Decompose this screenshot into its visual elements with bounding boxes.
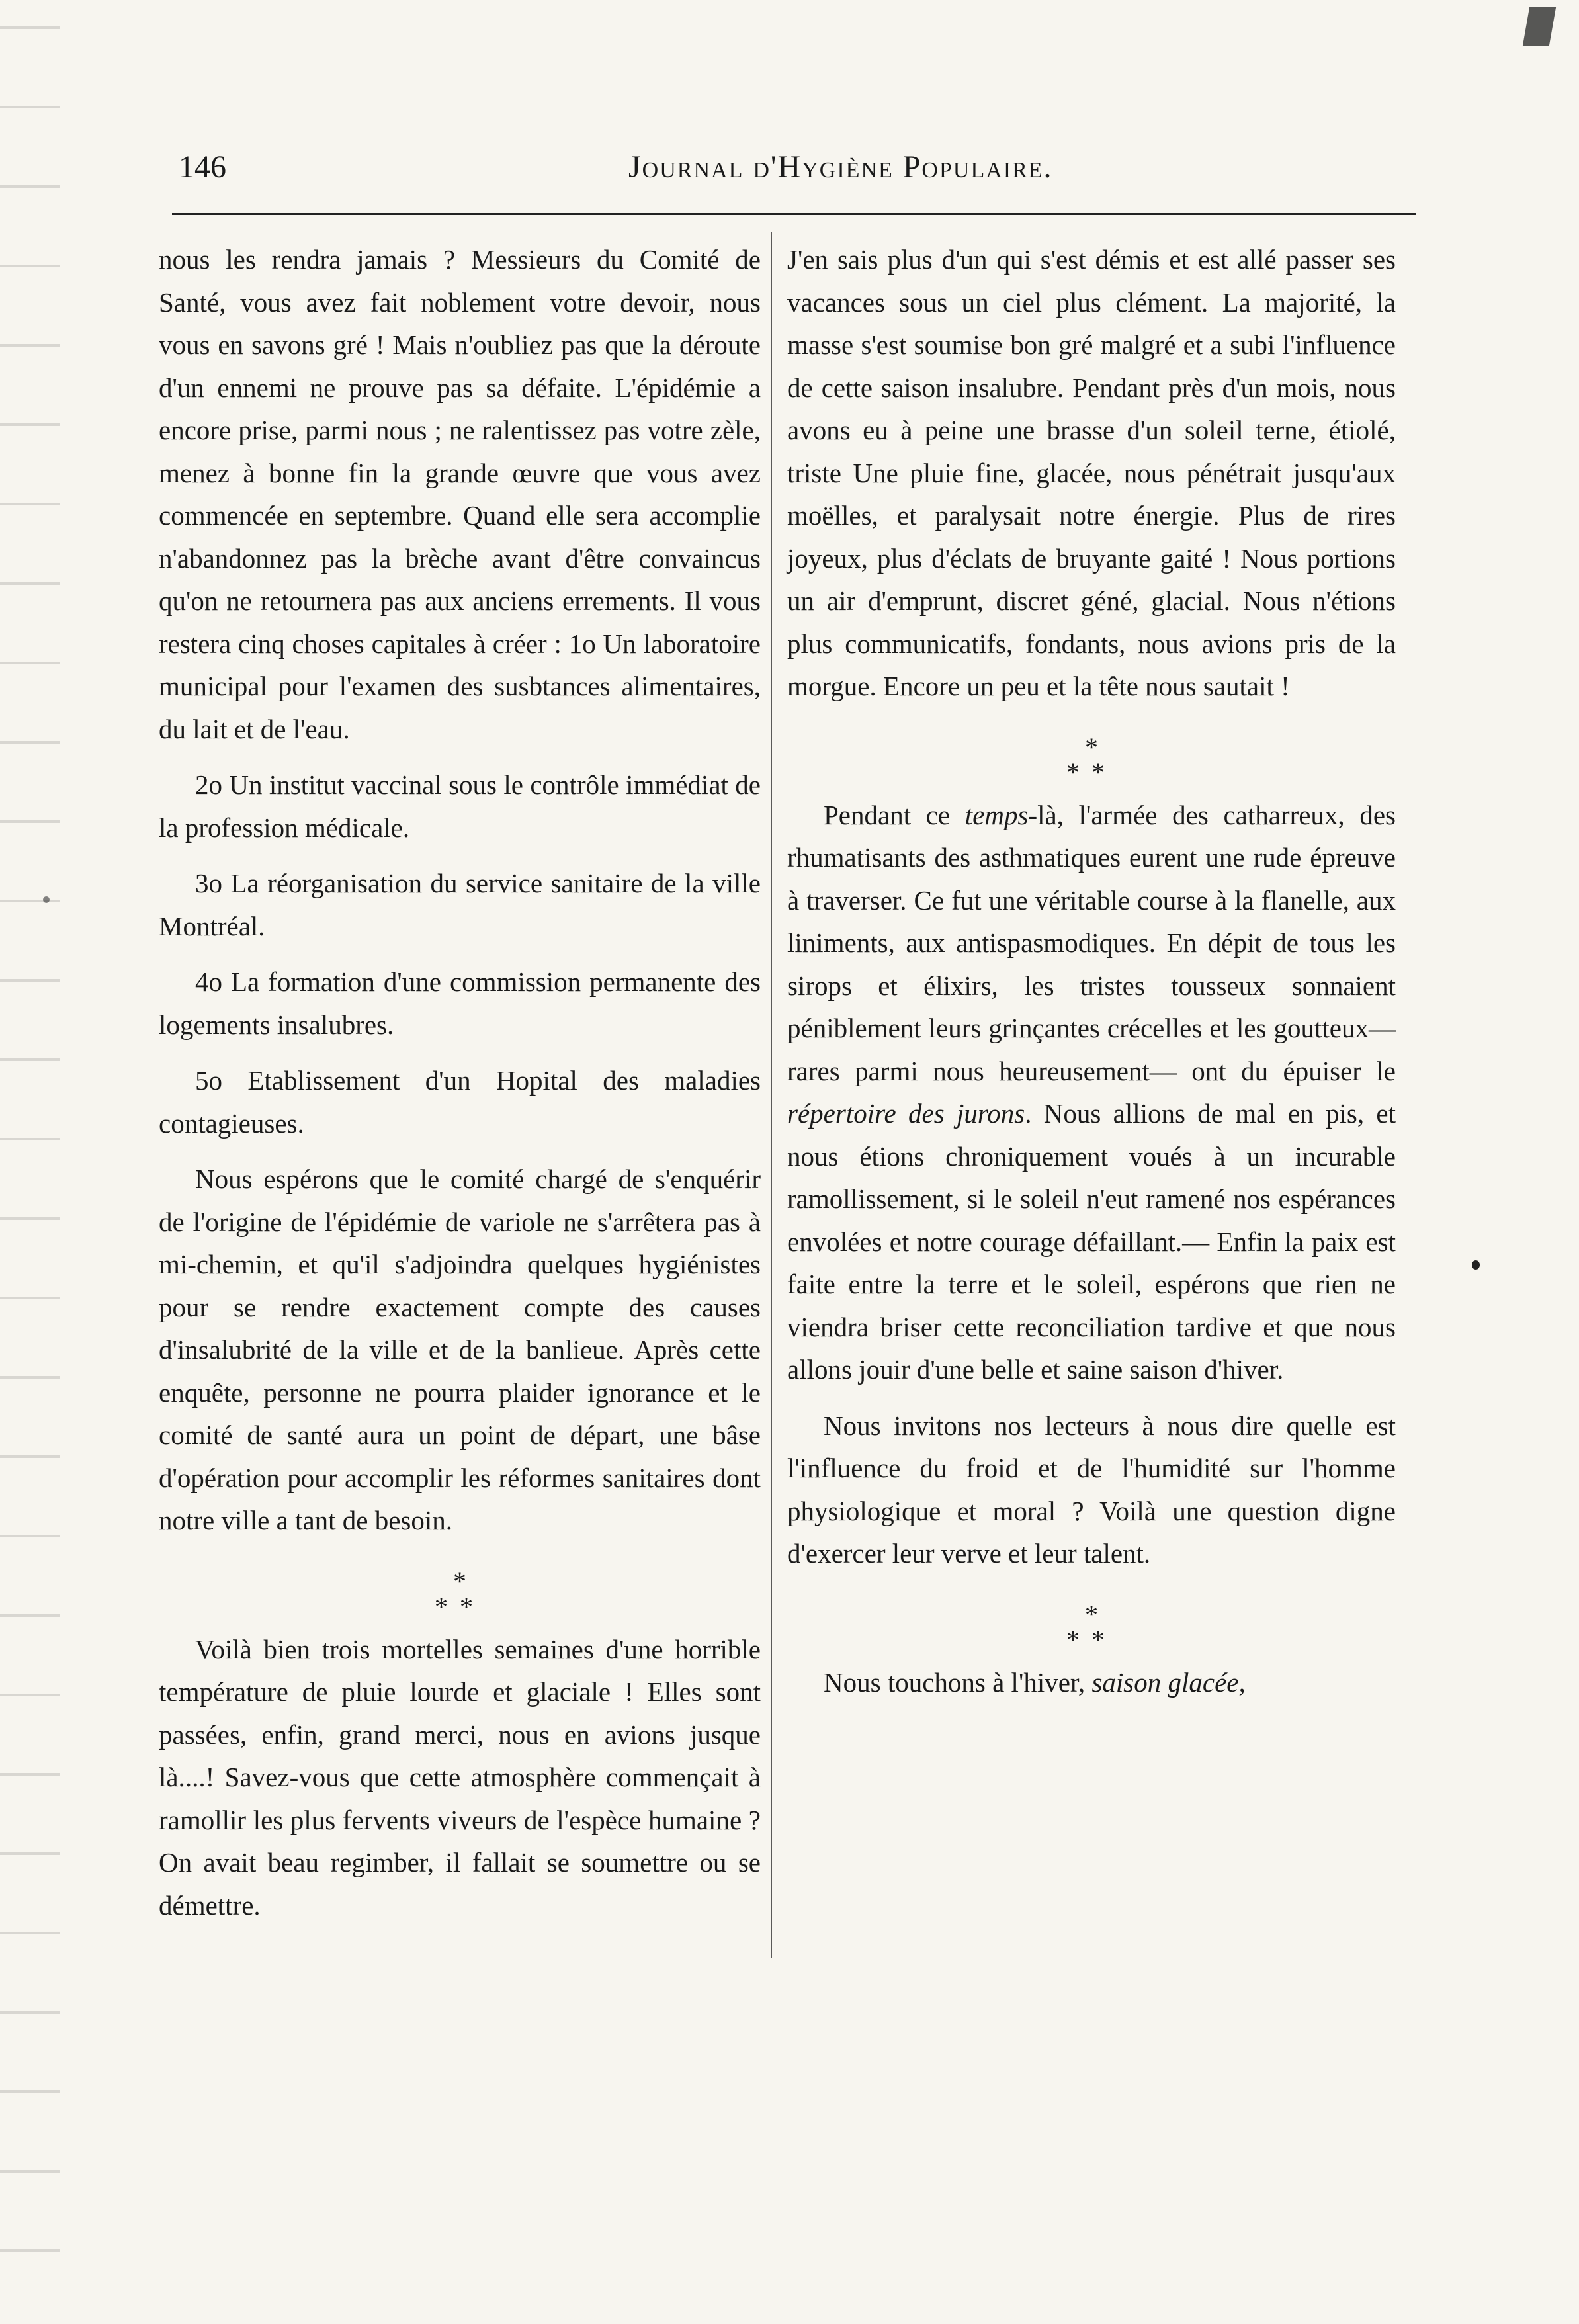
page-number: 146: [179, 150, 226, 185]
ink-dot: [43, 896, 50, 903]
header-rule: [172, 213, 1416, 215]
paragraph: 4o La formation d'une commission permanente des logements insalubres.: [159, 967, 761, 1040]
asterism-bottom: **: [435, 1591, 485, 1621]
binding-edge-marks: [0, 0, 60, 2324]
text-run: Pendant ce: [824, 799, 965, 830]
text-run: -là, l'armée des catharreux, des rhumatisants des asthmatiques eurent une rude épreuve à traverser. Ce fut une véritable course à la flanelle, aux liniments, aux antispasmodiques. En dépit de tous les sirops et élixirs, les tristes tousseux sonnaient péniblement leurs grinçantes crécelles et les goutteux—rares parmi nous heureusement— ont du épuiser le: [787, 799, 1396, 1086]
asterism-bottom: **: [1066, 757, 1117, 787]
right-column: [787, 238, 1396, 1717]
paragraph: 3o La réorganisation du service sanitaire de la ville Montréal.: [159, 868, 761, 941]
asterism-top: *: [453, 1566, 466, 1596]
column-divider: [771, 232, 772, 1958]
left-column: [159, 238, 761, 1940]
paragraph: 5o Etablissement d'un Hopital des maladies contagieuses.: [159, 1065, 761, 1139]
asterism-bottom: **: [1066, 1624, 1117, 1655]
corner-ink-mark: [1523, 7, 1557, 46]
text-run: Nous touchons à l'hiver,: [824, 1666, 1092, 1698]
paragraph: Nous espérons que le comité chargé de s'enquérir de l'origine de l'épidémie de variole ne s'arrêtera pas à mi-chemin, et qu'il s'adjoindra quelques hygiénistes pour se rendre exactement compte des causes d'insalubrité de la ville et de la banlieue. Après cette enquête, personne ne pourra plaider ignorance et le comité de santé aura un point de départ, une bâse d'opération pour accomplir les réformes sanitaires dont notre ville a tant de besoin.: [159, 1164, 761, 1535]
section-asterism: [159, 1555, 761, 1628]
running-title: Journal d'Hygiène Populaire.: [628, 150, 1053, 185]
italic-text: saison glacée,: [1091, 1666, 1246, 1698]
page-header: [179, 149, 1131, 195]
asterism-top: *: [1085, 732, 1098, 762]
ink-dot: [1472, 1260, 1480, 1270]
italic-text: temps: [964, 799, 1029, 830]
paragraph: [787, 794, 1396, 1391]
paragraph: Nous invitons nos lecteurs à nous dire quelle est l'influence du froid et de l'humidité sur l'homme physiologique et moral ? Voilà une question digne d'exercer leur verve et leur talent.: [787, 1410, 1396, 1569]
section-asterism: [787, 1588, 1396, 1661]
section-asterism: [787, 721, 1396, 794]
paragraph: J'en sais plus d'un qui s'est démis et est allé passer ses vacances sous un ciel plus clément. La majorité, la masse s'est soumise bon gré malgré et a subi l'influence de cette saison insalubre. Pendant près d'un mois, nous avons eu à peine une brasse d'un soleil terne, étiolé, triste Une pluie fine, glacée, nous pénétrait jusqu'aux moëlles, et paralysait notre énergie. Plus de rires joyeux, plus d'éclats de bruyante gaité ! Nous portions un air d'emprunt, discret géné, glacial. Nous n'étions plus communicatifs, fondants, nous avions pris de la morgue. Encore un peu et la tête nous sautait !: [787, 244, 1396, 701]
italic-text: répertoire des jurons: [787, 1098, 1025, 1129]
paragraph: Voilà bien trois mortelles semaines d'une horrible température de pluie lourde et glaciale ! Elles sont passées, enfin, grand merci, nous en avions jusque là....! Savez-vous que cette atmosphère commençait à ramollir les plus fervents viveurs de l'espèce humaine ? On avait beau regimber, il fallait se soumettre ou se démettre.: [159, 1633, 761, 1920]
asterism-top: *: [1085, 1599, 1098, 1629]
paragraph: [787, 1661, 1396, 1704]
paragraph: 2o Un institut vaccinal sous le contrôle immédiat de la profession médicale.: [159, 769, 761, 843]
text-run: . Nous allions de mal en pis, et nous étions chroniquement voués à un incurable ramollissement, si le soleil n'eut ramené nos espérances envolées et notre courage défaillant.— Enfin la paix est faite entre la terre et le soleil, espérons que rien ne viendra briser cette reconciliation tardive et que nous allons jouir d'une belle et saine saison d'hiver.: [787, 1098, 1396, 1385]
paragraph: nous les rendra jamais ? Messieurs du Comité de Santé, vous avez fait noblement votre devoir, nous vous en savons gré ! Mais n'oubliez pas que la déroute d'un ennemi ne prouve pas sa défaite. L'épidémie a encore prise, parmi nous ; ne ralentissez pas votre zèle, menez à bonne fin la grande œuvre que vous avez commencée en septembre. Quand elle sera accomplie n'abandonnez pas la brèche avant d'être convaincus qu'on ne retournera pas aux anciens errements. Il vous restera cinq choses capitales à créer : 1o Un laboratoire municipal pour l'examen des susbtances alimentaires, du lait et de l'eau.: [159, 244, 761, 744]
